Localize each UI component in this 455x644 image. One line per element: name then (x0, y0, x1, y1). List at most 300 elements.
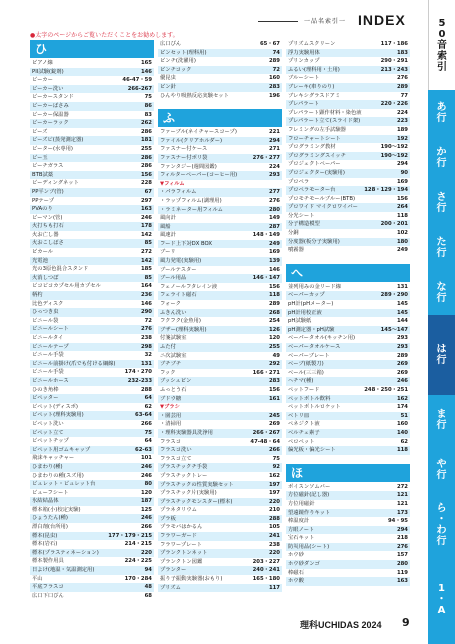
index-entry[interactable] (30, 111, 154, 120)
entry-page: 185 (140, 266, 152, 273)
index-entry[interactable] (158, 92, 282, 101)
index-entry[interactable] (286, 57, 410, 66)
entry-page: 47-48・64 (250, 438, 280, 445)
index-entry[interactable] (286, 117, 410, 126)
entry-page: 121 (396, 492, 408, 499)
index-entry[interactable] (286, 92, 410, 101)
index-entry[interactable] (30, 523, 154, 532)
index-entry[interactable] (158, 214, 282, 223)
index-entry[interactable] (158, 291, 282, 300)
index-entry[interactable] (286, 420, 410, 429)
index-entry[interactable] (30, 231, 154, 240)
entry-name: ビニールホース (32, 377, 69, 384)
index-entry[interactable] (286, 49, 410, 58)
index-entry[interactable] (286, 143, 410, 152)
index-entry[interactable] (286, 220, 410, 229)
entry-name: 付箋試験室 (160, 335, 187, 342)
index-entry[interactable] (286, 360, 410, 369)
index-entry[interactable] (158, 326, 282, 335)
index-entry[interactable] (158, 438, 282, 447)
entry-page: 220 (268, 498, 280, 505)
index-entry[interactable] (158, 360, 282, 369)
index-entry[interactable] (158, 541, 282, 550)
index-entry[interactable] (158, 266, 282, 275)
index-entry[interactable] (30, 68, 154, 77)
index-entry[interactable] (30, 360, 154, 369)
entry-name: 広口びん (160, 41, 182, 47)
index-entry[interactable] (158, 481, 282, 490)
index-subtitle: 一品名索引一 (304, 18, 347, 25)
index-entry[interactable] (30, 102, 154, 111)
index-entry[interactable] (158, 57, 282, 66)
entry-name: ベーパータオル(キッチン用) (288, 335, 356, 342)
index-entry[interactable] (158, 188, 282, 197)
entry-page: 120 (268, 335, 280, 342)
entry-page: 92 (272, 464, 280, 471)
entry-name: ビニール手袋 (32, 369, 64, 376)
index-entry[interactable] (30, 154, 154, 163)
index-entry[interactable] (30, 239, 154, 248)
tab-1・A[interactable]: 1 ・ A (428, 555, 455, 644)
entry-name: フェノールフタレイン液 (160, 283, 218, 290)
index-entry[interactable] (158, 532, 282, 541)
index-entry[interactable] (30, 437, 154, 446)
index-entry[interactable] (30, 265, 154, 274)
index-entry[interactable] (30, 308, 154, 317)
entry-page: 145 (396, 309, 408, 316)
index-entry[interactable] (158, 549, 282, 558)
index-entry[interactable] (286, 491, 410, 500)
index-entry[interactable] (158, 498, 282, 507)
index-entry[interactable] (286, 160, 410, 169)
index-entry[interactable] (30, 76, 154, 85)
index-entry[interactable] (158, 145, 282, 154)
index-entry[interactable] (158, 206, 282, 215)
tab-は行[interactable]: は 行 (428, 315, 455, 395)
index-entry[interactable] (158, 66, 282, 75)
index-entry[interactable] (286, 395, 410, 404)
entry-page: 276 (396, 75, 408, 82)
index-entry[interactable] (158, 137, 282, 146)
entry-name: ニ次試験室 (160, 352, 187, 359)
index-entry[interactable] (30, 377, 154, 386)
index-entry[interactable] (158, 197, 282, 206)
entry-page: 241 (268, 533, 280, 540)
index-entry[interactable] (30, 205, 154, 214)
index-entry[interactable] (30, 411, 154, 420)
index-entry[interactable] (158, 240, 282, 249)
entry-name: pH計用校正液 (288, 309, 322, 316)
index-entry[interactable] (158, 412, 282, 421)
index-entry[interactable] (30, 93, 154, 102)
entry-name: プロペラ (288, 178, 310, 185)
index-entry[interactable] (158, 274, 282, 283)
index-entry[interactable] (286, 309, 410, 318)
entry-page: 118 (268, 292, 280, 299)
index-entry[interactable] (286, 229, 410, 238)
entry-name: 柄杓 (32, 292, 43, 299)
index-entry[interactable] (286, 509, 410, 518)
entry-name: ファンタジー(週間図鑑) (160, 163, 217, 170)
entry-page: 162 (268, 472, 280, 479)
index-entry[interactable] (286, 326, 410, 335)
entry-page: 117 (268, 584, 280, 591)
index-entry[interactable] (286, 412, 410, 421)
index-entry[interactable] (30, 497, 154, 506)
index-entry[interactable] (158, 334, 282, 343)
tab-あ行[interactable]: あ 行 (428, 90, 455, 135)
entry-page: 246 (140, 472, 152, 479)
entry-name: ▼フィルム (160, 180, 185, 187)
index-entry[interactable] (30, 291, 154, 300)
entry-name: 防災用品(シート) (288, 543, 330, 550)
index-entry[interactable] (30, 463, 154, 472)
index-entry[interactable] (158, 584, 282, 593)
index-entry[interactable] (30, 136, 154, 145)
entry-page: 246 (140, 515, 152, 522)
index-entry[interactable] (30, 403, 154, 412)
index-entry[interactable] (30, 557, 154, 566)
index-entry[interactable] (30, 145, 154, 154)
index-entry[interactable] (286, 178, 410, 187)
index-entry[interactable] (30, 300, 154, 309)
index-entry[interactable] (158, 446, 282, 455)
index-entry[interactable] (30, 325, 154, 334)
index-entry[interactable] (158, 523, 282, 532)
entry-name: ひょうたん(種) (32, 515, 68, 522)
index-entry[interactable] (286, 569, 410, 578)
entry-page: 276 (268, 197, 280, 204)
entry-name: ビニールタイ (32, 335, 64, 341)
entry-page: 264 (396, 204, 408, 211)
index-entry[interactable] (286, 100, 410, 109)
index-entry[interactable] (30, 540, 154, 549)
index-entry[interactable] (30, 274, 154, 283)
index-entry[interactable] (286, 238, 410, 247)
entry-page: 170・284 (124, 575, 152, 582)
entry-page: 248・250・251 (364, 386, 408, 393)
index-entry[interactable] (158, 386, 282, 395)
index-entry[interactable] (30, 248, 154, 257)
index-entry[interactable] (30, 343, 154, 352)
index-entry[interactable] (30, 583, 154, 592)
index-entry[interactable] (158, 377, 282, 386)
entry-name: フラスコ洗い (160, 447, 192, 454)
index-entry[interactable] (158, 300, 282, 309)
index-entry[interactable] (30, 351, 154, 360)
index-entry[interactable] (286, 135, 410, 144)
entry-page: 255 (268, 344, 280, 350)
entry-page: 117・186 (380, 41, 408, 47)
index-entry[interactable] (286, 40, 410, 49)
index-entry[interactable] (286, 126, 410, 135)
entry-name: フォーク (160, 301, 181, 308)
entry-page: 139 (268, 258, 280, 265)
index-entry[interactable] (286, 343, 410, 352)
index-entry[interactable] (286, 195, 410, 204)
entry-name: 棒温度計 (288, 518, 310, 525)
index-entry[interactable] (158, 429, 282, 438)
entry-name: 噴霧器 (288, 247, 304, 254)
entry-page: 144 (396, 318, 408, 325)
index-entry[interactable] (286, 152, 410, 161)
index-entry[interactable] (286, 517, 410, 526)
index-entry[interactable] (286, 169, 410, 178)
index-entry[interactable] (158, 506, 282, 515)
index-entry[interactable] (30, 506, 154, 515)
entry-page: 105 (268, 524, 280, 531)
index-entry[interactable] (158, 49, 282, 58)
index-entry[interactable] (286, 246, 410, 255)
index-entry[interactable] (158, 317, 282, 326)
index-entry[interactable] (158, 403, 282, 412)
entry-name: ビコビコカプセル用カプセル (32, 283, 101, 290)
entry-name: ビーカーばさみ (32, 102, 69, 109)
header-rule (258, 21, 298, 22)
index-entry[interactable] (158, 558, 282, 567)
section-head-ひ: ひ (30, 40, 154, 58)
tab-さ行[interactable]: さ 行 (428, 180, 455, 225)
entry-name: ピンセット(理科用) (160, 49, 207, 56)
index-entry[interactable] (30, 171, 154, 180)
entry-name: ふるい(理科用・土用) (288, 66, 340, 73)
index-entry[interactable] (286, 369, 410, 378)
entry-name: 漂白剤(台所用) (32, 524, 68, 531)
entry-name: ベーパーカップ (288, 292, 325, 299)
entry-name: ビニール前掛け(爪でも付ける綱線) (32, 360, 116, 367)
index-entry[interactable] (158, 163, 282, 172)
index-entry[interactable] (286, 83, 410, 92)
index-entry[interactable] (30, 446, 154, 455)
index-entry[interactable] (158, 352, 282, 361)
index-entry[interactable] (30, 489, 154, 498)
entry-name: フローチャートシート (288, 135, 341, 142)
tab-た行[interactable]: た 行 (428, 225, 455, 270)
index-entry[interactable] (30, 85, 154, 94)
index-entry[interactable] (30, 59, 154, 68)
index-entry[interactable] (158, 463, 282, 472)
index-entry[interactable] (30, 514, 154, 523)
entry-name: ビペット(理科実験用) (32, 412, 84, 419)
entry-page: 90 (400, 169, 408, 176)
entry-name: ベール(三三箱) (288, 369, 324, 376)
entry-name: ふっとう石 (160, 386, 187, 393)
index-entry[interactable] (30, 454, 154, 463)
index-entry[interactable] (286, 291, 410, 300)
index-entry[interactable] (158, 472, 282, 481)
index-entry[interactable] (30, 592, 154, 601)
entry-page: 197 (268, 481, 280, 488)
entry-name: プログラミングスイッチ (288, 152, 346, 159)
index-entry[interactable] (158, 420, 282, 429)
index-entry[interactable] (158, 223, 282, 232)
index-entry[interactable] (30, 386, 154, 395)
index-entry[interactable] (286, 186, 410, 195)
index-entry[interactable] (30, 188, 154, 197)
index-entry[interactable] (286, 483, 410, 492)
entry-name: ・ラップフィルム(調理用) (160, 197, 222, 204)
index-entry[interactable] (158, 566, 282, 575)
index-entry[interactable] (286, 446, 410, 455)
index-entry[interactable] (30, 214, 154, 223)
entry-page: 196 (268, 92, 280, 99)
entry-page: 160 (396, 421, 408, 428)
index-entry[interactable] (158, 231, 282, 240)
index-entry[interactable] (30, 532, 154, 541)
entry-name: プログラミング教材 (288, 144, 336, 151)
entry-page: 290 (140, 309, 152, 316)
index-entry[interactable] (286, 352, 410, 361)
index-entry[interactable] (158, 74, 282, 83)
entry-name: pH試験紙 (288, 318, 312, 325)
entry-page: 286 (140, 128, 152, 135)
index-entry[interactable] (286, 203, 410, 212)
index-entry[interactable] (30, 368, 154, 377)
entry-name: プラスチック片(実験用) (160, 490, 217, 497)
tab-ら・わ行[interactable]: ら ・ わ 行 (428, 495, 455, 555)
index-entry[interactable] (30, 119, 154, 128)
index-entry[interactable] (286, 500, 410, 509)
index-entry[interactable] (30, 420, 154, 429)
index-entry[interactable] (158, 83, 282, 92)
index-entry[interactable] (30, 282, 154, 291)
index-entry[interactable] (286, 283, 410, 292)
entry-name: ビニールシート (32, 326, 69, 333)
index-entry[interactable] (30, 472, 154, 481)
index-entry[interactable] (158, 171, 282, 180)
entry-name: 火おこしばさ (32, 240, 64, 247)
index-entry[interactable] (158, 489, 282, 498)
index-entry[interactable] (30, 334, 154, 343)
index-entry[interactable] (286, 526, 410, 535)
entry-page: 293 (396, 335, 408, 342)
entry-page: 287 (268, 223, 280, 230)
index-entry[interactable] (30, 128, 154, 137)
index-entry[interactable] (286, 543, 410, 552)
tab-50音索引[interactable]: 5 0 音 索 引 (428, 0, 455, 90)
index-entry[interactable] (286, 74, 410, 83)
entry-page: 292 (268, 361, 280, 368)
index-entry[interactable] (286, 577, 410, 586)
index-entry[interactable] (286, 438, 410, 447)
index-entry[interactable] (158, 455, 282, 464)
index-entry[interactable] (158, 257, 282, 266)
index-entry[interactable] (158, 309, 282, 318)
entry-page: 187 (140, 498, 152, 505)
entry-name: ベーパータオルケース (288, 344, 341, 350)
entry-page: 72 (144, 317, 152, 324)
entry-name: 光電池 (32, 257, 48, 264)
index-entry[interactable] (158, 283, 282, 292)
index-entry[interactable] (158, 154, 282, 163)
entry-name: ひんやり吸熱反応実験セット (160, 92, 229, 99)
entry-name: 宝石キット (288, 535, 315, 542)
tab-ま行[interactable]: ま 行 (428, 395, 455, 445)
index-entry[interactable] (30, 179, 154, 188)
index-entry[interactable] (286, 560, 410, 569)
index-entry[interactable] (30, 429, 154, 438)
entry-name: ブザー(理科実験用) (160, 326, 207, 333)
index-entry[interactable] (30, 257, 154, 266)
index-entry[interactable] (30, 394, 154, 403)
entry-name: プロワイド マイクロワイバー (288, 204, 358, 211)
entry-name: 偏光板・偏光シート (288, 447, 336, 454)
entry-page: 131 (140, 360, 152, 367)
index-header (258, 12, 418, 32)
entry-name: 棒磁石 (288, 569, 304, 576)
entry-page: 51 (400, 412, 408, 419)
entry-name: ビペット(ディスポ) (32, 403, 78, 410)
index-entry[interactable] (286, 300, 410, 309)
entry-page: 269 (396, 369, 408, 376)
index-entry[interactable] (30, 222, 154, 231)
index-entry[interactable] (286, 317, 410, 326)
index-entry[interactable] (286, 212, 410, 221)
tab-か行[interactable]: か 行 (428, 135, 455, 180)
index-entry[interactable] (158, 369, 282, 378)
entry-page: 269 (396, 361, 408, 368)
index-entry[interactable] (286, 534, 410, 543)
index-entry[interactable] (30, 566, 154, 575)
index-entry[interactable] (158, 515, 282, 524)
index-entry[interactable] (30, 317, 154, 326)
index-entry[interactable] (286, 551, 410, 560)
tab-や行[interactable]: や 行 (428, 445, 455, 495)
index-entry[interactable] (158, 40, 282, 49)
index-entry[interactable] (158, 343, 282, 352)
index-entry[interactable] (158, 575, 282, 584)
index-entry[interactable] (30, 480, 154, 489)
index-entry[interactable] (286, 403, 410, 412)
index-entry[interactable] (286, 66, 410, 75)
entry-page: 272 (396, 483, 408, 490)
entry-page: 249 (396, 247, 408, 254)
index-entry[interactable] (286, 109, 410, 118)
entry-name: ベーパーブレート (288, 352, 330, 359)
index-entry[interactable] (286, 334, 410, 343)
index-entry[interactable] (158, 128, 282, 137)
entry-name: ブチブチ (160, 361, 182, 368)
index-entry[interactable] (158, 395, 282, 404)
entry-page: 262 (140, 120, 152, 127)
index-entry[interactable] (30, 162, 154, 171)
entry-page: 210 (268, 507, 280, 514)
entry-name: 分度器(板分子実験用) (288, 238, 340, 245)
index-entry[interactable] (286, 377, 410, 386)
entry-name: ・パラフィルム (160, 189, 197, 196)
entry-name: ベルチェ素子 (288, 429, 320, 436)
tab-な行[interactable]: な 行 (428, 270, 455, 315)
entry-name: ビーチガラス (32, 163, 64, 170)
entry-name: プロモチモールブルー(BTB) (288, 195, 356, 202)
index-entry[interactable] (30, 575, 154, 584)
entry-name: ビペット用ゴムキャップ (32, 446, 91, 453)
entry-name: ビニールテープ (32, 343, 69, 350)
index-entry[interactable] (286, 429, 410, 438)
index-entry[interactable] (30, 197, 154, 206)
index-entry[interactable] (158, 180, 282, 189)
index-entry[interactable] (30, 549, 154, 558)
entry-name: ビーマン(管) (32, 214, 63, 221)
entry-name: プラスチックモンスター(標本) (160, 498, 233, 505)
index-entry[interactable] (158, 248, 282, 257)
index-entry[interactable] (286, 386, 410, 395)
entry-name: ビーカースタンド (32, 94, 74, 101)
entry-name: 風向計 (160, 215, 176, 222)
entry-page: 236 (140, 292, 152, 299)
entry-page: 75 (144, 94, 152, 101)
entry-page: 72 (272, 66, 280, 73)
